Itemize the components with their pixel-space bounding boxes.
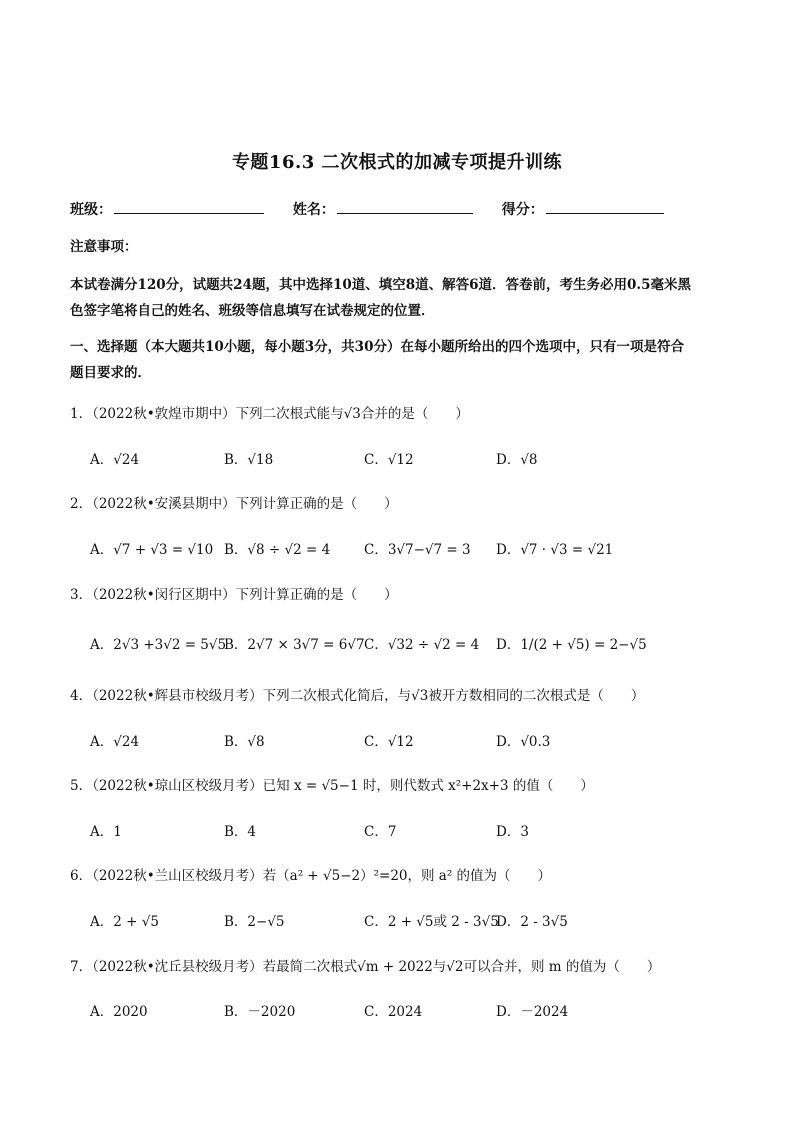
option-a[interactable]: A．√7 + √3 = √10 bbox=[90, 542, 214, 558]
option-b[interactable]: B．√8 ÷ √2 = 4 bbox=[224, 542, 331, 558]
score-label: 得分： bbox=[501, 202, 544, 218]
question-stem: 6．（2022秋•兰山区校级月考）若（a² + √5−2）²=20，则 a² 的值为（ ） bbox=[70, 868, 552, 884]
section-line: 题目要求的． bbox=[70, 365, 151, 381]
option-b[interactable]: B．2−√5 bbox=[224, 914, 285, 930]
option-b[interactable]: B．－2020 bbox=[224, 1004, 296, 1020]
option-a[interactable]: A．2 + √5 bbox=[90, 914, 159, 930]
option-d[interactable]: D．√8 bbox=[496, 452, 538, 468]
class-field[interactable] bbox=[114, 198, 264, 214]
score-field[interactable] bbox=[546, 198, 664, 214]
student-info-row bbox=[70, 198, 664, 219]
question-stem: 4．（2022秋•辉县市校级月考）下列二次根式化简后，与√3被开方数相同的二次根式是（ ） bbox=[70, 688, 645, 704]
option-c[interactable]: C．√32 ÷ √2 = 4 bbox=[364, 637, 480, 653]
question-stem: 1．（2022秋•敦煌市期中）下列二次根式能与√3合并的是（ ） bbox=[70, 406, 469, 422]
option-b[interactable]: B．√18 bbox=[224, 452, 274, 468]
question-stem: 3．（2022秋•闵行区期中）下列计算正确的是（ ） bbox=[70, 587, 398, 603]
option-d[interactable]: D．－2024 bbox=[496, 1004, 569, 1020]
section-heading bbox=[70, 334, 726, 386]
option-c[interactable]: C．3√7−√7 = 3 bbox=[364, 542, 471, 558]
option-d[interactable]: D．1/(2 + √5) = 2−√5 bbox=[496, 637, 647, 653]
option-c[interactable]: C．2 + √5或 2 - 3√5 bbox=[364, 914, 499, 930]
option-b[interactable]: B．√8 bbox=[224, 734, 265, 750]
option-c[interactable]: C．√12 bbox=[364, 452, 414, 468]
section-line: 一、选择题（本大题共10小题，每小题3分，共30分）在每小题所给出的四个选项中，只有一项是符合 bbox=[70, 339, 684, 355]
question-stem: 7．（2022秋•沈丘县校级月考）若最简二次根式√m + 2022与√2可以合并，则 m 的值为（ ） bbox=[70, 959, 661, 975]
option-a[interactable]: A．√24 bbox=[90, 452, 140, 468]
question-stem: 2．（2022秋•安溪县期中）下列计算正确的是（ ） bbox=[70, 496, 398, 512]
option-b[interactable]: B．2√7 × 3√7 = 6√7 bbox=[224, 637, 365, 653]
option-d[interactable]: D．2 - 3√5 bbox=[496, 914, 568, 930]
option-c[interactable]: C．7 bbox=[364, 824, 397, 840]
option-d[interactable]: D．√0.3 bbox=[496, 734, 551, 750]
page-title: 专题16.3 二次根式的加减专项提升训练 bbox=[231, 152, 563, 173]
option-c[interactable]: C．2024 bbox=[364, 1004, 423, 1020]
option-a[interactable]: A．2020 bbox=[90, 1004, 148, 1020]
notice-line: 本试卷满分120分，试题共24题，其中选择10道、填空8道、解答6道．答卷前，考生务必用0.5毫米黑 bbox=[70, 277, 692, 293]
option-a[interactable]: A．2√3 +3√2 = 5√5 bbox=[90, 637, 227, 653]
option-a[interactable]: A．1 bbox=[90, 824, 122, 840]
notice-body bbox=[70, 272, 726, 324]
name-field[interactable] bbox=[337, 198, 473, 214]
option-d[interactable]: D．√7 · √3 = √21 bbox=[496, 542, 614, 558]
notice-heading: 注意事项： bbox=[70, 239, 138, 255]
notice-line: 色签字笔将自己的姓名、班级等信息填写在试卷规定的位置． bbox=[70, 303, 435, 319]
option-a[interactable]: A．√24 bbox=[90, 734, 140, 750]
name-label: 姓名： bbox=[292, 202, 335, 218]
question-stem: 5．（2022秋•琼山区校级月考）已知 x = √5−1 时，则代数式 x²+2x+3 的值（ ） bbox=[70, 778, 594, 794]
class-label: 班级： bbox=[70, 202, 112, 218]
option-d[interactable]: D．3 bbox=[496, 824, 529, 840]
option-c[interactable]: C．√12 bbox=[364, 734, 414, 750]
option-b[interactable]: B．4 bbox=[224, 824, 257, 840]
